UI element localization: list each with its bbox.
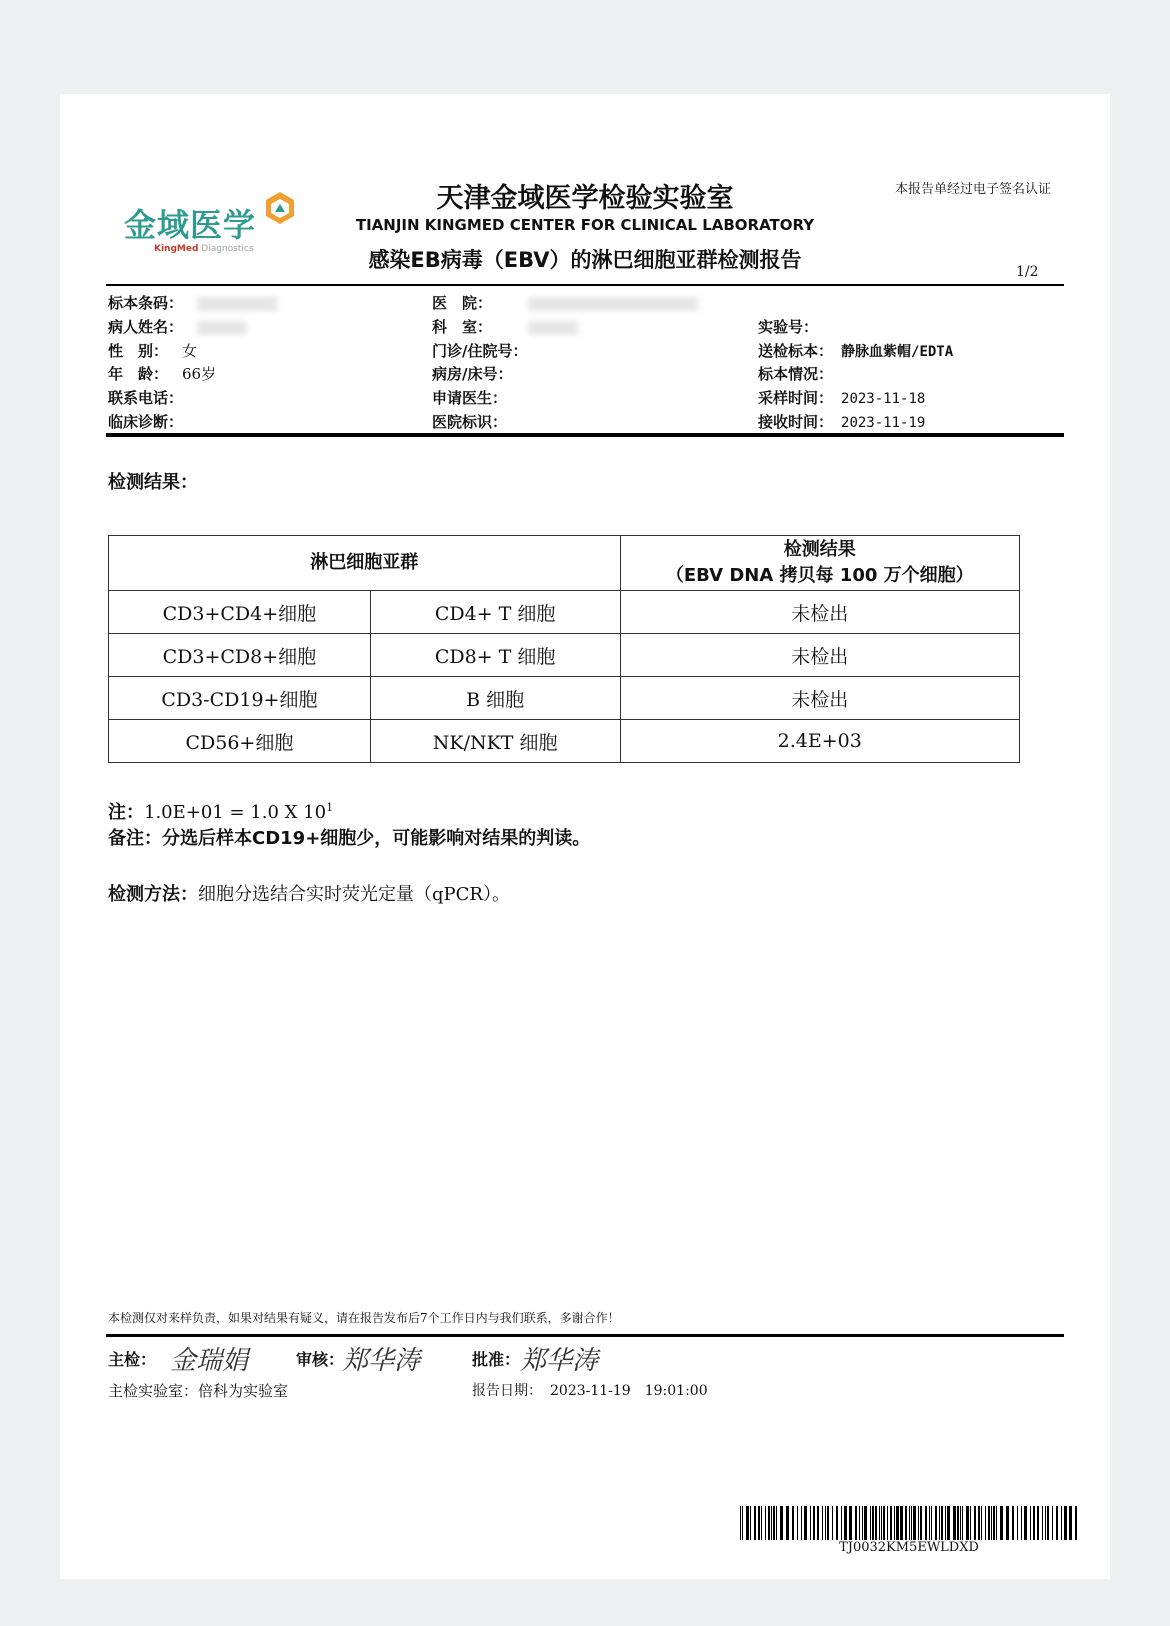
report-title: 感染EB病毒（EBV）的淋巴细胞亚群检测报告: [368, 248, 802, 272]
header-result: 检测结果 （EBV DNA 拷贝每 100 万个细胞）: [620, 536, 1020, 591]
report-date-line: 报告日期： 2023-11-19 19:01:00: [472, 1383, 708, 1399]
cell-type: CD4+ T 细胞: [370, 591, 620, 634]
reviewer-label: 审核：: [296, 1350, 345, 1369]
info-ward-bed: 病房/床号：: [432, 365, 513, 383]
lab-title-en: TIANJIN KINGMED CENTER FOR CLINICAL LABORATORY: [355, 216, 815, 234]
report-page: [60, 94, 1110, 1579]
cell-marker: CD56+细胞: [109, 720, 371, 763]
lab-title-cn: 天津金域医学检验实验室: [436, 183, 734, 214]
approver-label: 批准：: [472, 1350, 521, 1369]
cell-result: 2.4E+03: [620, 720, 1020, 763]
note-line: 注：1.0E+01 = 1.0 X $10^1$: [108, 801, 334, 823]
logo-en-brand: KingMed: [154, 244, 199, 254]
logo-en-sub: Diagnostics: [201, 244, 254, 254]
cell-marker: CD3-CD19+细胞: [109, 677, 371, 720]
info-age: 年 龄： 66岁: [108, 365, 217, 383]
footer-rule: [106, 1334, 1064, 1337]
cell-result: 未检出: [620, 591, 1020, 634]
table-row: [109, 634, 1020, 677]
info-hospital: 医 院：: [432, 292, 698, 313]
e-signature-note: 本报告单经过电子签名认证: [895, 182, 1052, 197]
report-barcode: [740, 1506, 1078, 1540]
info-received-time: 接收时间： 2023-11-19: [758, 413, 926, 431]
table-row: [109, 720, 1020, 763]
info-hospital-id: 医院标识：: [432, 413, 508, 431]
cell-marker: CD3+CD8+细胞: [109, 634, 371, 677]
info-sex: 性 别： 女: [108, 342, 198, 360]
info-specimen-type: 送检标本： 静脉血紫帽/EDTA: [758, 342, 954, 360]
info-department: 科 室：: [432, 316, 578, 337]
header-rule: [106, 284, 1064, 286]
info-patient-name: 病人姓名：: [108, 316, 247, 337]
info-specimen-barcode: 标本条码：: [108, 292, 277, 313]
info-lab-no: 实验号：: [758, 318, 819, 336]
info-phone: 联系电话：: [108, 389, 184, 407]
disclaimer: 本检测仅对来样负责，如果对结果有疑义，请在报告发布后7个工作日内与我们联系，多谢合作！: [108, 1311, 620, 1325]
cell-result: 未检出: [620, 634, 1020, 677]
results-table: [108, 535, 1020, 763]
barcode-text: TJ0032KM5EWLDXD: [839, 1540, 979, 1555]
info-diagnosis: 临床诊断：: [108, 413, 184, 431]
results-header-row: [109, 536, 1020, 591]
cell-type: B 细胞: [370, 677, 620, 720]
info-outpatient-no: 门诊/住院号：: [432, 342, 528, 360]
info-sampling-time: 采样时间： 2023-11-18: [758, 389, 926, 407]
method-line: 检测方法：细胞分选结合实时荧光定量（qPCR）。: [108, 884, 510, 905]
inspector-signature: 金瑞娟: [170, 1346, 249, 1376]
reviewer-signature: 郑华涛: [342, 1346, 421, 1376]
lab-line: 主检实验室：倍科为实验室: [108, 1382, 289, 1400]
logo-cn-text: 金域医学: [124, 206, 257, 244]
cell-result: 未检出: [620, 677, 1020, 720]
table-row: [109, 591, 1020, 634]
page-number: 1/2: [1016, 264, 1039, 280]
table-row: [109, 677, 1020, 720]
inspector-label: 主检：: [108, 1350, 157, 1369]
header-lymphocyte-subset: 淋巴细胞亚群: [109, 536, 621, 591]
info-specimen-status: 标本情况：: [758, 365, 834, 383]
results-section-label: 检测结果：: [108, 472, 198, 493]
cell-type: CD8+ T 细胞: [370, 634, 620, 677]
info-rule: [106, 433, 1064, 437]
cell-type: NK/NKT 细胞: [370, 720, 620, 763]
cell-marker: CD3+CD4+细胞: [109, 591, 371, 634]
remark-line: 备注：分选后样本CD19+细胞少，可能影响对结果的判读。: [108, 828, 591, 849]
approver-signature: 郑华涛: [520, 1346, 599, 1376]
info-doctor: 申请医生：: [432, 389, 508, 407]
